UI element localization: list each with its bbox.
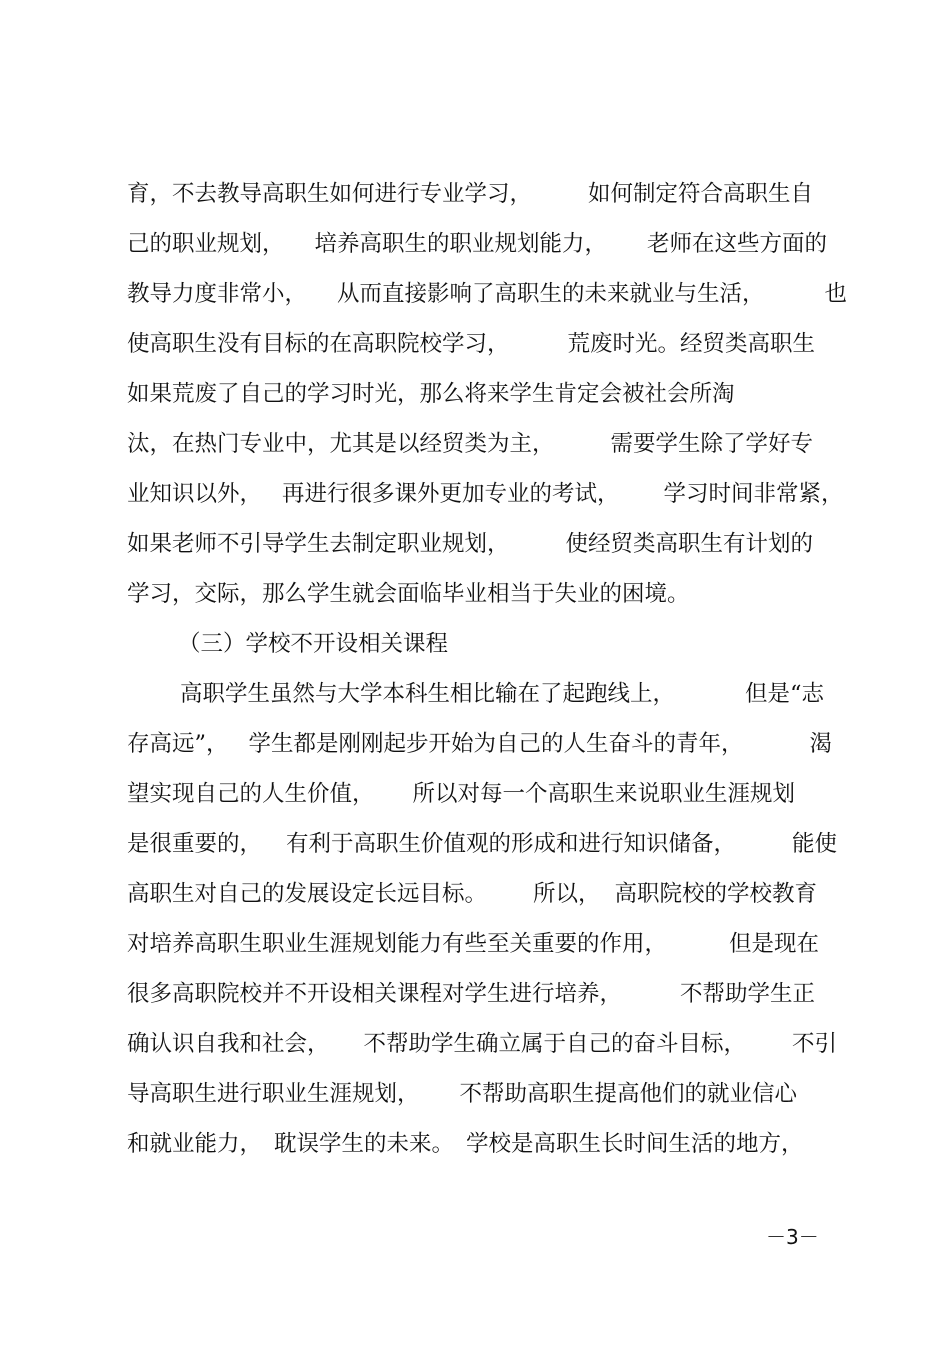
text-segment: 学生都是刚刚起步开始为自己的人生奋斗的青年， xyxy=(248,731,744,757)
text-segment: 有利于高职生价值观的形成和进行知识储备， xyxy=(286,831,737,857)
text-line xyxy=(127,480,844,508)
text-segment: 不引 xyxy=(792,1031,838,1057)
text-segment: 需要学生除了学好专 xyxy=(610,431,814,457)
text-segment: 学习时间非常紧， xyxy=(663,481,844,507)
text-segment: 很多高职院校并不开设相关课程对学生进行培养， xyxy=(127,981,623,1007)
text-segment: 育，不去教导高职生如何进行专业学习， xyxy=(127,181,533,207)
text-segment: 耽误学生的未来。 xyxy=(274,1131,455,1157)
text-segment: 不帮助学生确立属于自己的奋斗目标， xyxy=(363,1031,747,1057)
page-number: －3－ xyxy=(766,1225,819,1249)
text-segment: 能使 xyxy=(792,831,838,857)
text-segment: 和就业能力， xyxy=(127,1131,263,1157)
text-segment: 荒废时光。经贸类高职生 xyxy=(567,331,816,357)
text-segment: 但是“志 xyxy=(745,681,825,707)
section-heading: （三）学校不开设相关课程 xyxy=(178,631,449,657)
text-segment: 是很重要的， xyxy=(127,831,263,857)
text-segment: 培养高职生的职业规划能力， xyxy=(314,231,608,257)
text-segment: 高职生对自己的发展设定长远目标。 xyxy=(127,881,488,907)
text-segment: 业知识以外， xyxy=(127,481,263,507)
text-segment: 从而直接影响了高职生的未来就业与生活， xyxy=(337,281,765,307)
text-segment: 再进行很多课外更加专业的考试， xyxy=(282,481,620,507)
text-segment: 如何制定符合高职生自 xyxy=(588,181,814,207)
text-line xyxy=(127,1130,837,1158)
text-line xyxy=(127,430,837,458)
text-segment: 导高职生进行职业生涯规划， xyxy=(127,1081,420,1107)
text-line xyxy=(127,980,837,1008)
text-segment: 学习，交际，那么学生就会面临毕业相当于失业的困境。 xyxy=(127,581,690,607)
text-line xyxy=(127,880,837,908)
text-segment: 使高职生没有目标的在高职院校学习， xyxy=(127,331,510,357)
text-segment: 汰，在热门专业中，尤其是以经贸类为主， xyxy=(127,431,555,457)
text-line xyxy=(127,930,837,958)
text-segment: 高职院校的学校教育 xyxy=(614,881,818,907)
text-segment: 所以对每一个高职生来说职业生涯规划 xyxy=(412,781,796,807)
text-line xyxy=(127,530,837,558)
text-segment: 高职学生虽然与大学本科生相比输在了起跑线上， xyxy=(180,681,676,707)
text-line xyxy=(127,780,837,808)
text-line xyxy=(127,730,837,758)
text-line xyxy=(127,330,837,358)
text-line xyxy=(127,230,837,258)
text-segment: 如果荒废了自己的学习时光，那么将来学生肯定会被社会所淘 xyxy=(127,381,735,407)
text-segment: 不帮助高职生提高他们的就业信心 xyxy=(459,1081,798,1107)
text-segment: 不帮助学生正 xyxy=(680,981,816,1007)
text-segment: 望实现自己的人生价值， xyxy=(127,781,375,807)
text-segment: 对培养高职生职业生涯规划能力有些至关重要的作用， xyxy=(127,931,668,957)
text-segment: 使经贸类高职生有计划的 xyxy=(565,531,814,557)
text-line xyxy=(127,180,837,208)
text-segment: 但是现在 xyxy=(729,931,820,957)
text-segment: 己的职业规划， xyxy=(127,231,285,257)
text-segment: 如果老师不引导学生去制定职业规划， xyxy=(127,531,510,557)
text-line xyxy=(127,380,837,408)
text-segment: 存高远”， xyxy=(127,731,229,757)
text-segment: 也 xyxy=(824,281,848,307)
text-line xyxy=(127,1080,837,1108)
text-line xyxy=(180,680,890,708)
text-segment: 确认识自我和社会， xyxy=(127,1031,330,1057)
text-segment: 学校是高职生长时间生活的地方， xyxy=(466,1131,804,1157)
text-line xyxy=(127,1030,837,1058)
text-segment: 渴 xyxy=(809,731,833,757)
text-segment: 所以， xyxy=(533,881,601,907)
text-line xyxy=(127,580,837,608)
text-line xyxy=(127,280,848,308)
text-segment: 教导力度非常小， xyxy=(127,281,308,307)
text-line xyxy=(127,830,837,858)
text-segment: 老师在这些方面的 xyxy=(647,231,828,257)
